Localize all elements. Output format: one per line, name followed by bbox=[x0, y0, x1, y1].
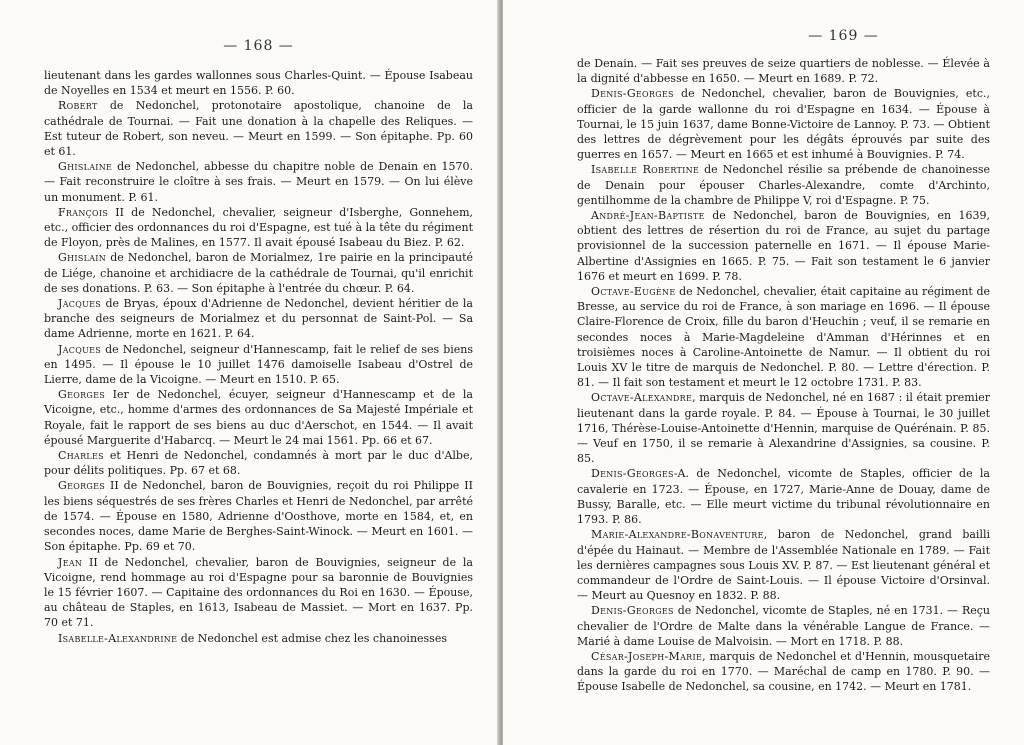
entry bbox=[44, 448, 473, 478]
entry-name: Isabelle-Alexandrine bbox=[58, 631, 178, 645]
entry bbox=[577, 603, 990, 649]
entry-text: , baron de Nedonchel, grand bailli d'épée du Hainaut. — Membre de l'Assemblée Nationale en 1789. — Fait les dernières campagnes sous Louis XV. P. 87. — Est lieutenant général et commandeur de l'Ordre de Saint-Louis. — Il épouse Victoire d'Orsinval. — Meurt au Quesnoy en 1832. P. 88. bbox=[577, 528, 990, 603]
entry-text: de Nedonchel, protonotaire apostolique, chanoine de la cathédrale de Tournai. — Fait une donation à la chapelle des Reliques. — Est tuteur de Robert, son neveu. — Meurt en 1599. — Son épitaphe. Pp. 60 et 61. bbox=[44, 99, 473, 159]
entry-text: de Bryas, époux d'Adrienne de Nedonchel, devient héritier de la branche des seigneurs de Morialmez et du personnat de Saint-Pol. — Sa dame Adrienne, morte en 1621. P. 64. bbox=[44, 297, 473, 341]
entry-name: Ghislaine bbox=[58, 160, 113, 174]
entry-name: André-Jean-Baptiste bbox=[591, 209, 705, 223]
entry-name: Marie-Alexandre-Bonaventure bbox=[591, 528, 764, 542]
entry bbox=[577, 390, 990, 466]
entry-text: II de Nedonchel, chevalier, baron de Bouvignies, seigneur de la Vicoigne, rend hommage au roi d'Espagne pour sa baronnie de Bouvignies le 15 février 1607. — Capitaine des ordonnances du Roi en 1630. — Épouse, au château de Staples, en 1613, Isabeau de Massiet. — Mort en 1637. Pp. 70 et 71. bbox=[44, 555, 473, 630]
left-page bbox=[0, 0, 499, 745]
entry-name: Jean bbox=[58, 555, 83, 569]
entry-name: Georges bbox=[58, 479, 106, 493]
entry bbox=[44, 159, 473, 205]
entry bbox=[44, 342, 473, 388]
page-number: — 169 — bbox=[808, 28, 879, 44]
entry-text: de Nedonchel, seigneur d'Hannescamp, fait le relief de ses biens en 1495. — Il épouse le 10 juillet 1476 damoiselle Isabeau d'Ostrel de Lierre, dame de la Vicoigne. — Meurt en 1510. P. 65. bbox=[44, 342, 473, 387]
entry-name: César-Joseph-Marie bbox=[591, 649, 703, 663]
entry bbox=[44, 296, 473, 342]
entry bbox=[577, 649, 990, 695]
entry-text: de Nedonchel, baron de Morialmez, 1re pairie en la principauté de Liége, chanoine et archidiacre de la cathédrale de Tournai, qu'il enrichit de ses donations. P. 63. — Son épitaphe à l'entrée du chœur. P. 64. bbox=[44, 251, 473, 295]
entry-name: Denis-Georges bbox=[591, 467, 674, 481]
entry bbox=[44, 555, 473, 631]
right-page bbox=[503, 0, 1024, 745]
entry-text: de Nedonchel, vicomte de Staples, né en 1731. — Reçu chevalier de l'Ordre de Malte dans la vénérable Langue de France. — Marié à dame Louise de Malvoisin. — Mort en 1718. P. 88. bbox=[577, 604, 990, 648]
entry bbox=[577, 527, 990, 603]
entry-text: , marquis de Nedonchel, né en 1687 : il était premier lieutenant dans la garde royale. P. 84. — Épouse à Tournai, le 30 juillet 1716, Thérèse-Louise-Antoinette d'Hennin, marquise de Quérénain. P. 85. — Veuf en 1750, il se remarie à Alexandrine d'Assignies, sa cousine. P. 85. bbox=[577, 391, 990, 466]
entry-text: de Nedonchel résilie sa prébende de chanoinesse de Denain pour épouser Charles-Alexandre, comte d'Archinto, gentilhomme de la chambre de Philippe V, roi d'Espagne. P. 75. bbox=[577, 163, 990, 207]
entry-text: et Henri de Nedonchel, condamnés à mort par le duc d'Albe, pour délits politiques. Pp. 67 et 68. bbox=[44, 449, 473, 478]
entry-name: Denis-Georges bbox=[591, 87, 674, 101]
entry-text: de Nedonchel, baron de Bouvignies, en 1639, obtient des lettres de résertion du roi de France, au sujet du partage provisionnel de la succession paternelle en 1671. — Il épouse Marie-Albertine d'Assignies en 1665. P. 75. — Fait son testament le 6 janvier 1676 et meurt en 1699. P. 78. bbox=[577, 209, 990, 283]
entry-text: de Nedonchel, chevalier, était capitaine au régiment de Bresse, au service du roi de France, à son mariage en 1696. — Il épouse Claire-Florence de Croix, fille du baron d'Heuchin ; veuf, il se remarie en secondes noces à Marie-Magdeleine d'Amman d'Hérinnes et en troisièmes noces à Caroline-Antoinette de Namur. — Il obtient du roi Louis XV le titre de marquis de Nedonchel. P. 80. — Lettre d'érection. P. 81. — Il fait son testament et meurt le 12 octobre 1731. P. 83. bbox=[577, 285, 990, 390]
entry-text: II de Nedonchel, baron de Bouvignies, reçoit du roi Philippe II les biens séquestrés de ses frères Charles et Henri de Nedonchel, par arrêté de 1574. — Épouse en 1580, Adrienne d'Oosthove, morte en 1584, et, en secondes noces, dame Marie de Berghes-Saint-Winock. — Meurt en 1601. — Son épitaphe. Pp. 69 et 70. bbox=[44, 479, 473, 554]
entry bbox=[44, 205, 473, 251]
entry-name: Octave-Alexandre bbox=[591, 391, 693, 405]
entry bbox=[577, 466, 990, 527]
entry-text: lieutenant dans les gardes wallonnes sous Charles-Quint. — Épouse Isabeau de Noyelles en 1534 et meurt en 1556. P. 60. bbox=[44, 69, 473, 98]
entry bbox=[577, 162, 990, 208]
entry bbox=[44, 631, 473, 646]
entry-text: II de Nedonchel, chevalier, seigneur d'Isberghe, Gonnehem, etc., officier des ordonnances du roi d'Espagne, est tué à la tête du régiment de Floyon, près de Malines, en 1577. Il avait épousé Isabeau du Biez. P. 62. bbox=[44, 205, 473, 250]
entry bbox=[577, 208, 990, 284]
page-number: — 168 — bbox=[223, 38, 294, 54]
entry bbox=[577, 56, 990, 86]
entry-name: François bbox=[58, 205, 109, 219]
entry-text: , marquis de Nedonchel et d'Hennin, mousquetaire dans la garde du roi en 1770. — Maréchal de camp en 1780. P. 90. — Épouse Isabelle de Nedonchel, sa cousine, en 1742. — Meurt en 1781. bbox=[577, 649, 990, 694]
entry-name: Jacques bbox=[58, 342, 102, 356]
entry-name: Georges bbox=[58, 388, 106, 402]
entry-name: Robert bbox=[58, 99, 98, 113]
entry bbox=[44, 387, 473, 448]
entry bbox=[577, 86, 990, 162]
entry bbox=[44, 68, 473, 98]
entry-name: Charles bbox=[58, 449, 104, 463]
entry-text: de Nedonchel, chevalier, baron de Bouvignies, etc., officier de la garde wallonne du roi d'Espagne en 1634. — Épouse à Tournai, le 15 juin 1637, dame Bonne-Victoire de Lannoy. P. 73. — Obtient des lettres de dégrèvement pour les dégâts éprouvés par suite des guerres en 1657. — Meurt en 1665 et est inhumé à Bouvignies. P. 74. bbox=[577, 87, 990, 162]
entry bbox=[577, 284, 990, 390]
entry bbox=[44, 478, 473, 554]
entry bbox=[44, 98, 473, 159]
entry bbox=[44, 250, 473, 296]
entry-text: de Nedonchel, abbesse du chapitre noble de Denain en 1570. — Fait reconstruire le cloître à ses frais. — Meurt en 1579. — On lui élève un monument. P. 61. bbox=[44, 160, 473, 204]
entry-name: Octave-Eugène bbox=[591, 285, 676, 299]
entry-name: Isabelle Robertine bbox=[591, 163, 700, 177]
entry-text: de Nedonchel est admise chez les chanoinesses bbox=[177, 631, 447, 645]
entry-name: Ghislain bbox=[58, 251, 107, 265]
entry-text: -A. de Nedonchel, vicomte de Staples, officier de la cavalerie en 1723. — Épouse, en 1727, Marie-Anne de Douay, dame de Bussy, Baralle, etc. — Elle meurt victime du tribunal révolutionnaire en 1793. P. 86. bbox=[577, 467, 990, 527]
entry-name: Jacques bbox=[58, 297, 102, 311]
entry-text: de Denain. — Fait ses preuves de seize quartiers de noblesse. — Élevée à la dignité d'abbesse en 1650. — Meurt en 1689. P. 72. bbox=[577, 57, 990, 86]
entry-name: Denis-Georges bbox=[591, 604, 674, 618]
entry-text: Ier de Nedonchel, écuyer, seigneur d'Hannescamp et de la Vicoigne, etc., homme d'armes des ordonnances de Sa Majesté Impériale et Royale, fait le rapport de ses biens au duc d'Aerschot, en 1544. — Il avait épousé Marguerite d'Habarcq. — Meurt le 24 mai 1561. Pp. 66 et 67. bbox=[44, 388, 473, 447]
